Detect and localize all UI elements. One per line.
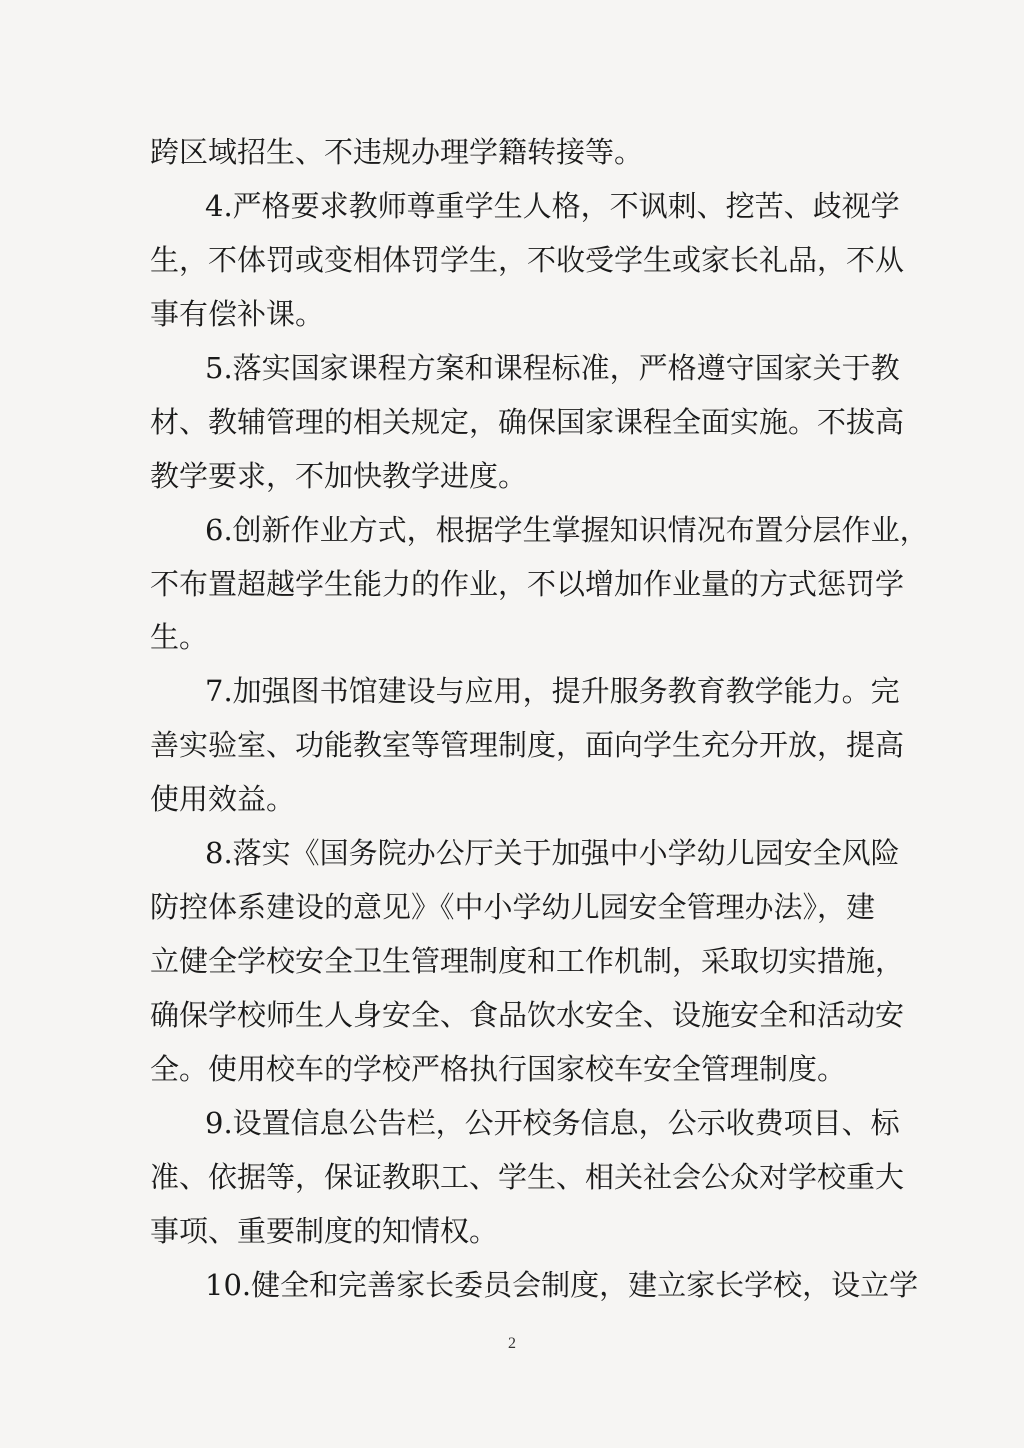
page-number: 2 [508,1335,516,1352]
text-line: 10.健全和完善家长委员会制度，建立家长学校，设立学 [205,1268,919,1302]
text-line: 防控体系建设的意见》《中小学幼儿园安全管理办法》，建 [150,890,876,924]
text-line: 善实验室、功能教室等管理制度，面向学生充分开放，提高 [150,728,905,762]
text-line: 生。 [150,620,209,654]
text-line: 材、教辅管理的相关规定，确保国家课程全面实施。不拔高 [150,405,905,439]
text-line: 事有偿补课。 [150,297,325,331]
text-line: 7.加强图书馆建设与应用，提升服务教育教学能力。完 [205,674,900,708]
text-line: 立健全学校安全卫生管理制度和工作机制，采取切实措施， [150,944,905,978]
text-line: 4.严格要求教师尊重学生人格，不讽刺、挖苦、歧视学 [205,189,900,223]
text-line: 教学要求，不加快教学进度。 [150,459,528,493]
text-line: 事项、重要制度的知情权。 [150,1214,499,1248]
text-line: 使用效益。 [150,782,296,816]
text-line: 5.落实国家课程方案和课程标准，严格遵守国家关于教 [205,351,900,385]
text-line: 生，不体罚或变相体罚学生，不收受学生或家长礼品，不从 [150,243,905,277]
text-line: 确保学校师生人身安全、食品饮水安全、设施安全和活动安 [150,998,905,1032]
text-line: 跨区域招生、不违规办理学籍转接等。 [150,135,644,169]
text-line: 8.落实《国务院办公厅关于加强中小学幼儿园安全风险 [205,836,900,870]
text-line: 6.创新作业方式，根据学生掌握知识情况布置分层作业， [205,513,929,547]
text-line: 准、依据等，保证教职工、学生、相关社会公众对学校重大 [150,1160,905,1194]
text-line: 不布置超越学生能力的作业，不以增加作业量的方式惩罚学 [150,567,905,601]
text-line: 全。使用校车的学校严格执行国家校车安全管理制度。 [150,1052,847,1086]
text-line: 9.设置信息公告栏，公开校务信息，公示收费项目、标 [205,1106,900,1140]
